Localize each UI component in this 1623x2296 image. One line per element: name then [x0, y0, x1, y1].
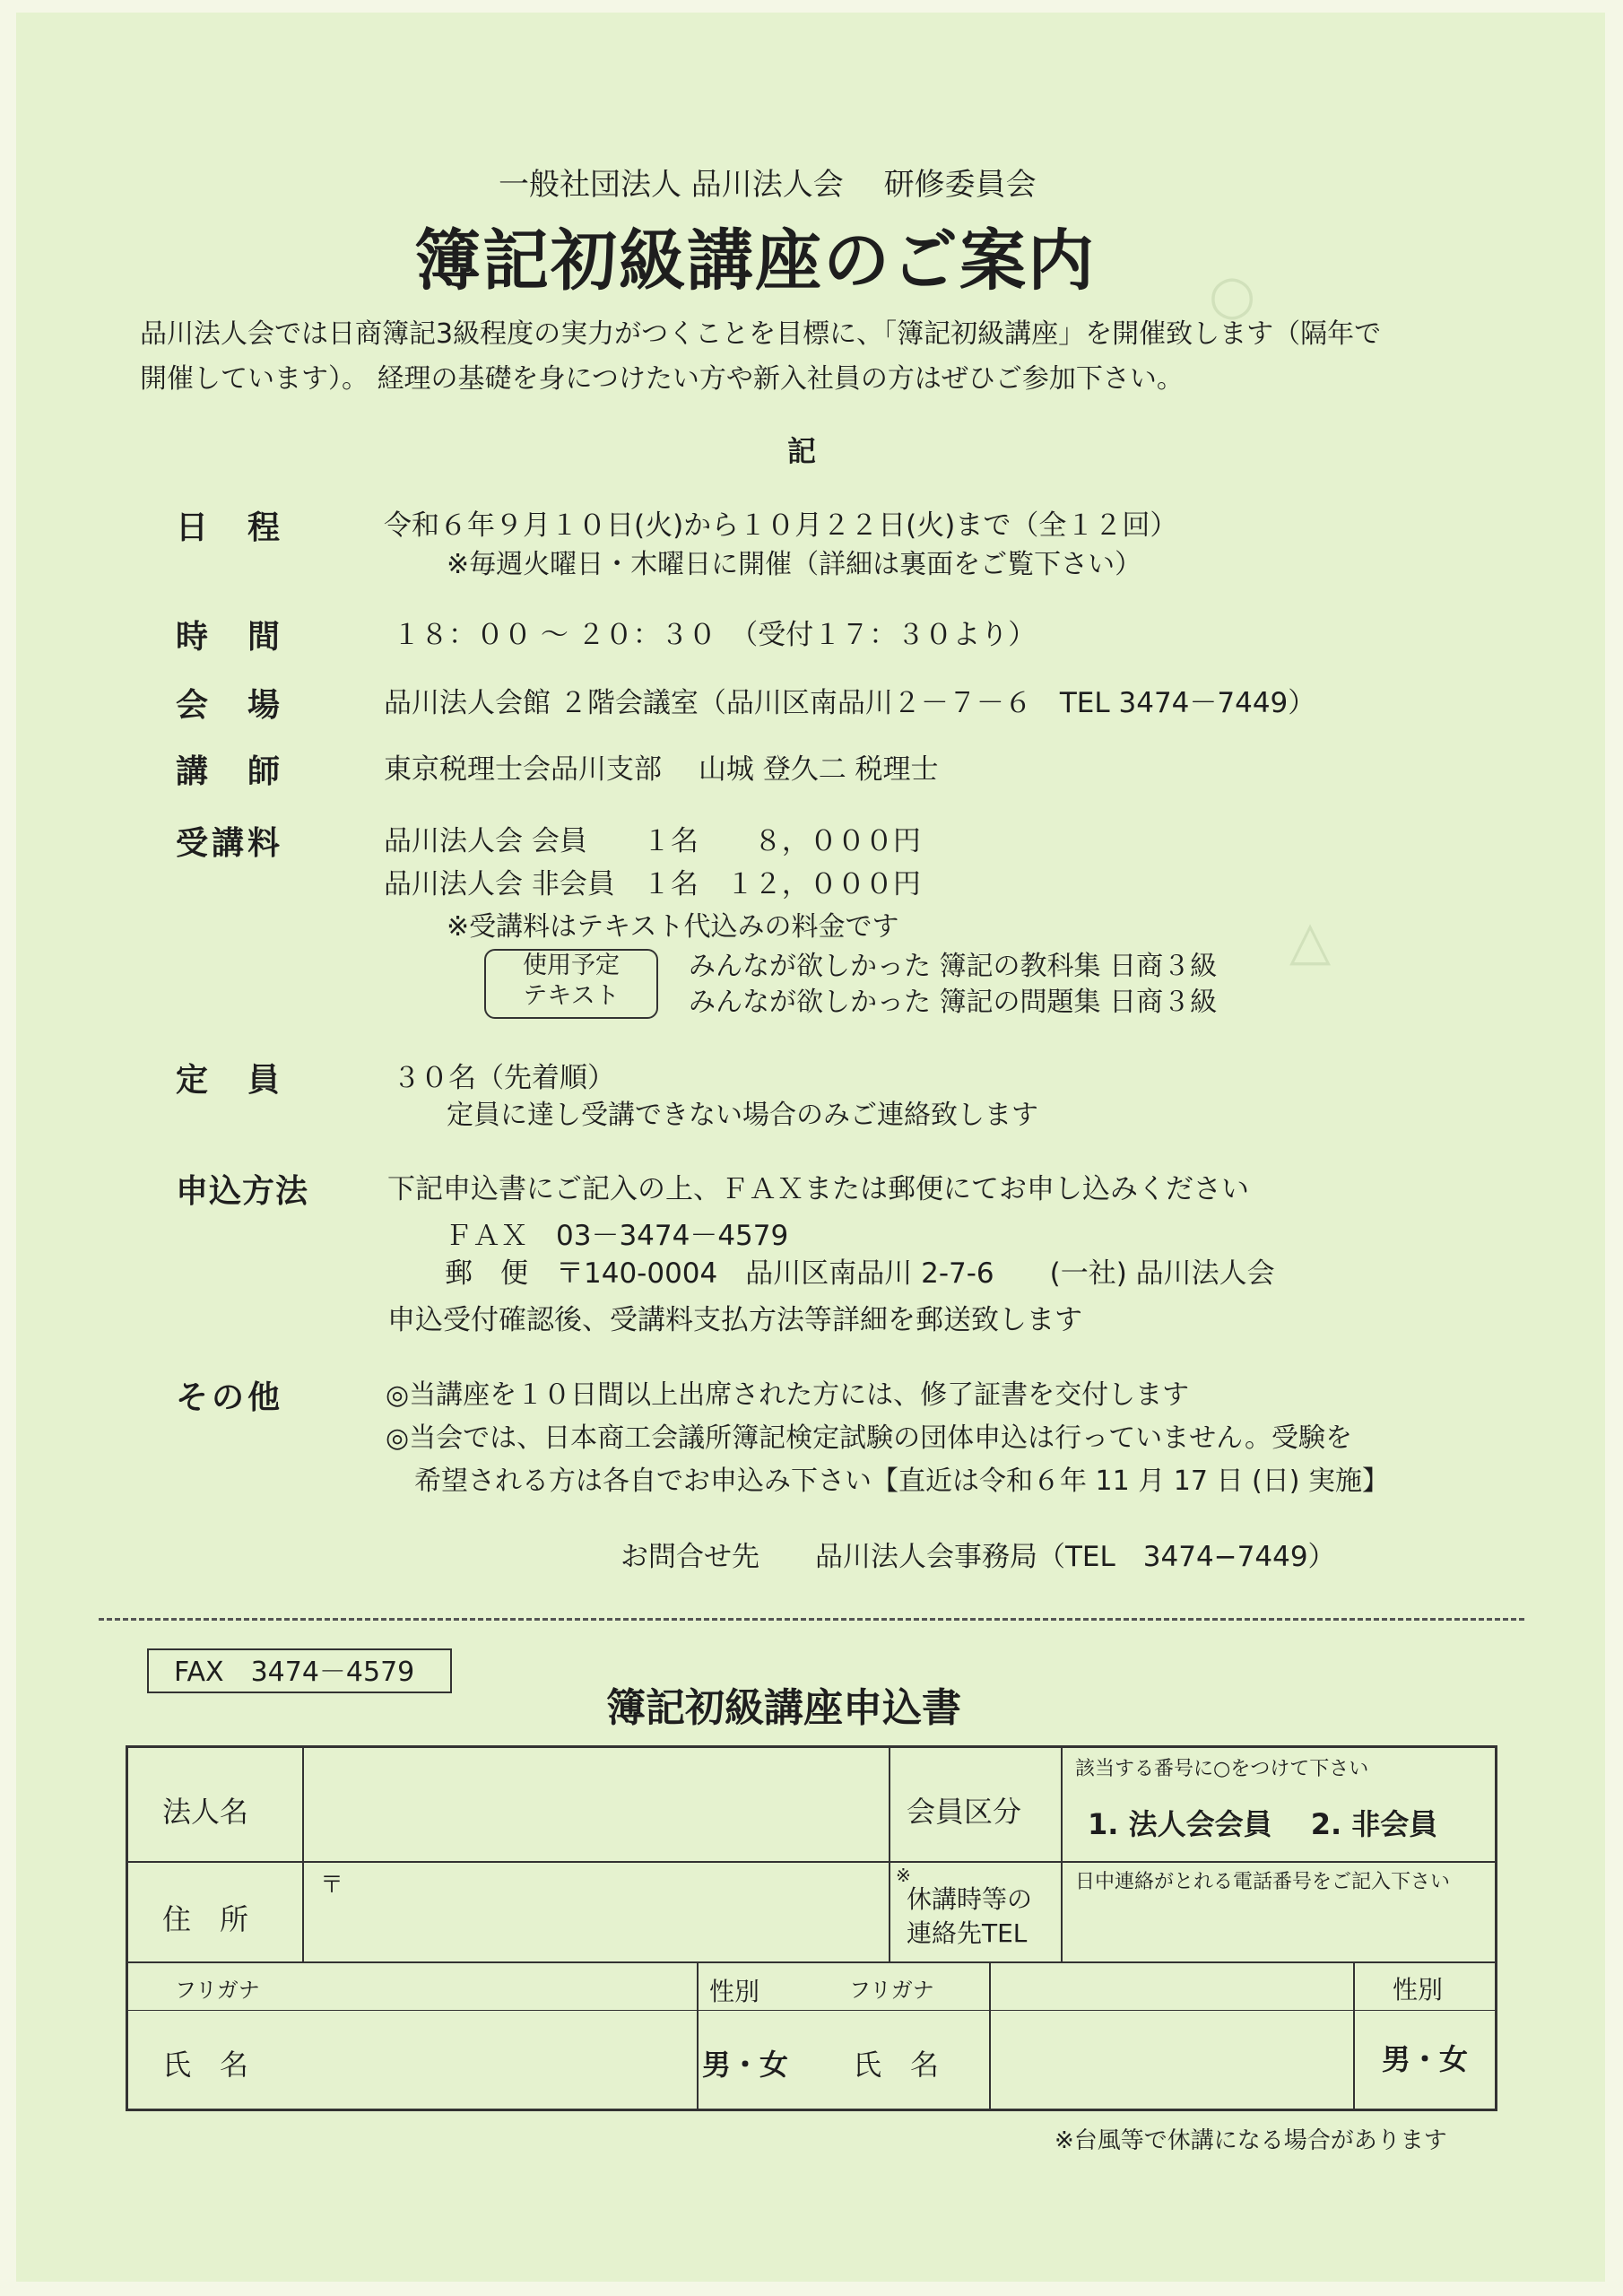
gender-label-right: 性別	[1393, 1975, 1444, 2005]
venue-value: 品川法人会館 ２階会議室（品川区南品川２－７－６ TEL 3474－7449）	[384, 687, 1316, 719]
tel-input[interactable]	[1070, 1897, 1491, 1956]
form-fax-box: FAX 3474－4579	[147, 1648, 452, 1693]
time-label: 時 間	[176, 619, 284, 656]
schedule-value: 令和６年９月１０日(火)から１０月２２日(火)まで（全１２回）	[384, 509, 1178, 542]
page-title: 簿記初級講座のご案内	[414, 222, 1096, 300]
cut-line	[99, 1618, 1524, 1621]
contact-line: お問合せ先 品川法人会事務局（TEL 3474−7449）	[621, 1541, 1336, 1573]
capacity-label: 定 員	[176, 1062, 284, 1099]
show-through-ghost: ○	[1209, 264, 1256, 326]
fee-label: 受講料	[176, 825, 284, 862]
textbook-label-line-2: テキスト	[523, 982, 620, 1010]
form-vline-6	[1353, 1963, 1355, 2109]
other-label: その他	[176, 1379, 284, 1416]
form-hline-2	[128, 1961, 1495, 1963]
furigana-label-left: フリガナ	[175, 1978, 260, 2003]
textbook-2: みんなが欲しかった 簿記の問題集 日商３級	[689, 987, 1218, 1018]
form-hline-3	[128, 2010, 1495, 2011]
apply-label: 申込方法	[176, 1173, 309, 1210]
ki-mark: 記	[787, 434, 817, 468]
other-note-1: ◎当講座を１０日間以上出席された方には、修了証書を交付します	[386, 1379, 1190, 1411]
address-label: 住 所	[162, 1902, 249, 1936]
furigana-label-right: フリガナ	[849, 1978, 934, 2003]
member-type-label: 会員区分	[907, 1795, 1022, 1829]
apply-note: 申込受付確認後、受講料支払方法等詳細を郵送致します	[387, 1304, 1082, 1336]
time-value: １８：００ ～ ２０：３０ （受付１７：３０より）	[393, 619, 1037, 651]
gender-label-left: 性別	[709, 1977, 760, 2006]
application-form	[126, 1745, 1497, 2111]
capacity-note: 定員に達し受講できない場合のみご連絡致します	[447, 1100, 1038, 1131]
schedule-label: 日 程	[176, 509, 284, 546]
intro-line-2: 開催しています）。 経理の基礎を身につけたい方や新入社員の方はぜひご参加下さい。	[140, 363, 1184, 395]
apply-mail: 郵 便 〒140-0004 品川区南品川 2-7-6 (一社) 品川法人会	[445, 1257, 1275, 1290]
fee-note: ※受講料はテキスト代込みの料金です	[447, 911, 899, 943]
form-vline-5	[989, 1963, 991, 2109]
member-type-options[interactable]: 1. 法人会会員 2. 非会員	[1088, 1807, 1438, 1841]
name-label-right: 氏 名	[853, 2048, 940, 2082]
apply-value: 下記申込書にご記入の上、ＦＡＸまたは郵便にてお申し込みください	[387, 1173, 1249, 1205]
tel-hint: 日中連絡がとれる電話番号をご記入下さい	[1075, 1871, 1451, 1893]
lecturer-value: 東京税理士会品川支部 山城 登久二 税理士	[384, 753, 939, 786]
company-input[interactable]	[313, 1757, 878, 1856]
footnote: ※台風等で休講になる場合があります	[1055, 2127, 1447, 2154]
gender-options-left[interactable]: 男・女	[702, 2048, 789, 2082]
form-vline-3	[1061, 1748, 1063, 1963]
textbook-label-line-1: 使用予定	[523, 952, 620, 979]
textbook-label-box	[484, 949, 658, 1019]
fee-nonmember: 品川法人会 非会員 １名 １２，０００円	[384, 868, 921, 900]
postal-mark: 〒	[320, 1872, 344, 1899]
form-title: 簿記初級講座申込書	[606, 1685, 961, 1731]
address-input[interactable]	[343, 1870, 881, 1956]
textbook-1: みんなが欲しかった 簿記の教科集 日商３級	[689, 951, 1218, 982]
schedule-note: ※毎週火曜日・木曜日に開催（詳細は裏面をご覧下さい）	[447, 549, 1142, 580]
venue-label: 会 場	[176, 687, 284, 724]
member-type-hint: 該当する番号に○をつけて下さい	[1075, 1758, 1369, 1780]
tel-mark: ※	[896, 1865, 911, 1886]
form-hline-1	[128, 1861, 1495, 1863]
form-vline-4	[697, 1963, 699, 2109]
form-vline-2	[889, 1748, 890, 1963]
other-note-2: ◎当会では、日本商工会議所簿記検定試験の団体申込は行っていません。受験を	[386, 1422, 1352, 1454]
gender-options-right[interactable]: 男・女	[1382, 2042, 1469, 2076]
company-label: 法人名	[162, 1795, 249, 1829]
fee-member: 品川法人会 会員 １名 ８，０００円	[384, 825, 921, 857]
form-vline-1	[302, 1748, 304, 1963]
apply-fax: ＦＡＸ 03－3474－4579	[445, 1220, 789, 1252]
tel-label-line-2: 連絡先TEL	[907, 1918, 1028, 1948]
capacity-value: ３０名（先着順）	[393, 1062, 615, 1094]
name-label-left: 氏 名	[162, 2048, 249, 2082]
lecturer-label: 講 師	[176, 753, 284, 790]
organizer-line: 一般社団法人 品川法人会 研修委員会	[499, 167, 1037, 203]
intro-paragraph	[140, 312, 1381, 402]
show-through-ghost-2: △	[1289, 909, 1332, 972]
intro-line-1: 品川法人会では日商簿記3級程度の実力がつくことを目標に、「簿記初級講座」を開催致します（隔年で	[140, 318, 1382, 350]
other-note-3: 希望される方は各自でお申込み下さい【直近は令和６年 11 月 17 日 (日) 実施】	[414, 1465, 1389, 1497]
tel-label	[907, 1883, 1032, 1951]
tel-label-line-1: 休講時等の	[907, 1884, 1033, 1914]
